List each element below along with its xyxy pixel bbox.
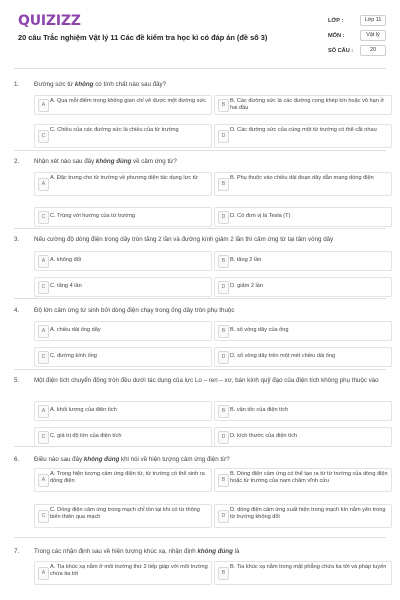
question-divider (14, 228, 386, 229)
answer-option-d[interactable] (214, 504, 392, 528)
option-text: C. Trùng với hướng của từ trường (50, 213, 136, 219)
question-emphasis: không đúng (83, 456, 120, 463)
question-count-label: SỐ CÂU : (328, 48, 354, 54)
answer-option-c[interactable] (34, 427, 212, 447)
answer-option-a[interactable] (34, 401, 212, 421)
option-text: B. Các đường sức là các đường cong khép kín hoặc vô hạn ở hai đầu (230, 98, 385, 111)
option-text: C. Chiều của các đường sức là chiều của từ trường (50, 127, 179, 133)
option-text: C. Dòng điện cảm ứng trong mạch chỉ tồn tại khi có từ thông biến thiên qua mạch (50, 507, 200, 520)
answer-option-b[interactable] (214, 95, 392, 115)
page-title: 20 câu Trắc nghiệm Vật lý 11 Các đề kiểm tra học kì có đáp án (đề số 3) (18, 33, 268, 42)
class-value: Lớp 11 (360, 15, 386, 26)
option-text: B. Dòng điện cảm ứng có thể tạo ra từ từ trường của dòng điện hoặc từ trường của nam châm vĩnh cửu (230, 471, 388, 484)
option-letter-badge: A (38, 255, 49, 268)
answer-option-d[interactable] (214, 124, 392, 148)
option-letter-badge: C (38, 510, 49, 523)
option-letter-badge: A (38, 178, 49, 191)
quizizz-logo: QUIZIZZ (18, 13, 81, 29)
question-text-part: về cảm ứng từ? (131, 158, 177, 165)
question-text (34, 377, 384, 385)
answer-option-a[interactable] (34, 172, 212, 196)
answer-option-c[interactable] (34, 504, 212, 528)
answer-option-c[interactable] (34, 124, 212, 148)
option-letter-badge: D (218, 281, 229, 294)
question-divider (14, 446, 386, 447)
option-letter-badge: B (218, 255, 229, 268)
option-text: A. không đổi (50, 257, 82, 263)
answer-option-b[interactable] (214, 401, 392, 421)
question-text-part: khi nói về hiện tượng cảm ứng điện từ? (119, 456, 230, 463)
answer-option-a[interactable] (34, 321, 212, 341)
option-letter-badge: B (218, 405, 229, 418)
question-text-part: Đường sức từ (34, 81, 75, 88)
option-letter-badge: A (38, 405, 49, 418)
question-number: 6. (14, 456, 20, 463)
option-text: C. giá trị độ lớn của điện tích (50, 433, 122, 439)
answer-option-b[interactable] (214, 468, 392, 492)
question-emphasis: không (74, 81, 94, 88)
option-text: D. Có đơn vị là Tesla (T) (230, 213, 291, 219)
question-number: 5. (14, 377, 20, 384)
option-letter-badge: C (38, 211, 49, 224)
option-text: A. Đặc trưng cho từ trường về phương diện tác dụng lực từ (50, 175, 198, 181)
subject-value: Vật lý (360, 30, 386, 41)
option-letter-badge: C (38, 351, 49, 364)
option-text: C. tăng 4 lần (50, 283, 82, 289)
question-text-part: Một điện tích chuyển động tròn đều dưới tác dụng của lực Lo – ren – xơ, bán kính quỹ đạo của điện tích không phụ thuộc vào (34, 377, 379, 384)
question-text (34, 456, 384, 464)
option-letter-badge: B (218, 474, 229, 487)
question-text (34, 548, 384, 556)
option-letter-badge: D (218, 130, 229, 143)
option-letter-badge: D (218, 431, 229, 444)
question-text (34, 158, 384, 166)
option-letter-badge: A (38, 325, 49, 338)
option-letter-badge: D (218, 211, 229, 224)
option-text: D. Các đường sức của cùng một từ trường có thể cắt nhau (230, 127, 377, 133)
question-text-part: Trong các nhận định sau về hiện tượng khúc xạ, nhận định (34, 548, 198, 555)
question-text (34, 307, 384, 315)
class-label: LỚP : (328, 18, 344, 24)
question-text-part: Nhận xét nào sau đây (34, 158, 96, 165)
question-text-part: Điều nào sau đây (34, 456, 84, 463)
answer-option-c[interactable] (34, 347, 212, 367)
option-letter-badge: A (38, 474, 49, 487)
answer-option-a[interactable] (34, 95, 212, 115)
question-divider (14, 537, 386, 538)
question-text (34, 236, 384, 244)
answer-option-c[interactable] (34, 207, 212, 227)
option-text: D. kích thước của điện tích (230, 433, 298, 439)
answer-option-d[interactable] (214, 207, 392, 227)
question-count-value: 20 (360, 45, 386, 56)
subject-label: MÔN : (328, 33, 345, 39)
question-number: 1. (14, 81, 20, 88)
option-letter-badge: B (218, 99, 229, 112)
question-divider (14, 150, 386, 151)
question-divider (14, 369, 386, 370)
answer-option-d[interactable] (214, 347, 392, 367)
option-text: A. Trong hiện tượng cảm ứng điện từ, từ trường có thể sinh ra dòng điện (50, 471, 205, 484)
question-number: 3. (14, 236, 20, 243)
question-text-part: là (232, 548, 240, 555)
answer-option-a[interactable] (34, 251, 212, 271)
question-number: 2. (14, 158, 20, 165)
option-text: D. số vòng dây trên một mét chiều dài ống (230, 353, 336, 359)
option-letter-badge: B (218, 325, 229, 338)
header-divider (14, 68, 386, 69)
option-text: C. đường kính ống (50, 353, 97, 359)
option-letter-badge: D (218, 510, 229, 523)
option-text: B. Tia khúc xạ nằm trong mặt phẳng chứa tia tới và pháp tuyến (230, 564, 387, 570)
option-letter-badge: A (38, 567, 49, 580)
answer-option-d[interactable] (214, 277, 392, 297)
answer-option-a[interactable] (34, 561, 212, 585)
answer-option-b[interactable] (214, 321, 392, 341)
option-text: A. Tia khúc xạ nằm ở môi trường thứ 2 tiếp giáp với môi trường chứa tia tới (50, 564, 208, 577)
question-emphasis: không đúng (95, 158, 132, 165)
option-text: D. giảm 2 lần (230, 283, 263, 289)
worksheet-header (0, 0, 400, 72)
question-divider (14, 298, 386, 299)
answer-option-a[interactable] (34, 468, 212, 492)
option-text: A. Qua mỗi điểm trong không gian chỉ vẽ được một đường sức (50, 98, 206, 104)
option-letter-badge: C (38, 281, 49, 294)
option-text: A. khối lượng của điện tích (50, 407, 117, 413)
question-number: 7. (14, 548, 20, 555)
option-letter-badge: B (218, 178, 229, 191)
answer-option-c[interactable] (34, 277, 212, 297)
option-text: B. vận tốc của điện tích (230, 407, 289, 413)
answer-option-d[interactable] (214, 427, 392, 447)
option-text: B. số vòng dây của ống (230, 327, 289, 333)
option-letter-badge: A (38, 99, 49, 112)
question-text-part: Nếu cường độ dòng điện trong dây tròn tăng 2 lần và đường kính giảm 2 lần thì cảm ứng từ tại tâm vòng dây (34, 236, 334, 243)
answer-option-b[interactable] (214, 172, 392, 196)
answer-option-b[interactable] (214, 251, 392, 271)
question-text-part: có tính chất nào sau đây? (93, 81, 167, 88)
question-number: 4. (14, 307, 20, 314)
option-text: B. tăng 2 lần (230, 257, 262, 263)
option-letter-badge: C (38, 431, 49, 444)
question-emphasis: không đúng (197, 548, 233, 555)
question-text-part: Độ lớn cảm ứng từ sinh bởi dòng điện chạy trong ống dây tròn phụ thuộc (34, 307, 235, 314)
answer-option-b[interactable] (214, 561, 392, 585)
option-letter-badge: D (218, 351, 229, 364)
option-text: B. Phụ thuộc vào chiều dài đoạn dây dẫn mang dòng điện (230, 175, 374, 181)
option-text: A. chiều dài ống dây (50, 327, 101, 333)
question-text (34, 81, 384, 89)
option-text: D. dòng điện cảm ứng xuất hiện trong mạch kín nằm yên trong từ trường không đổi (230, 507, 386, 520)
option-letter-badge: C (38, 130, 49, 143)
option-letter-badge: B (218, 567, 229, 580)
